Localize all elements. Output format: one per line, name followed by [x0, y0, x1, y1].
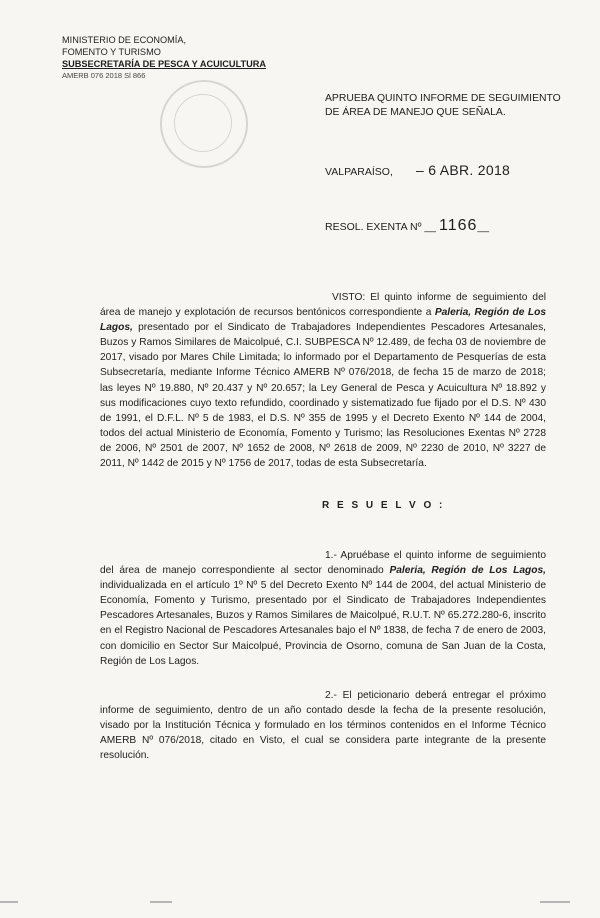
place: VALPARAÍSO, — [325, 166, 393, 178]
resolution-number: 1166 — [439, 217, 478, 234]
visto-lead: VISTO: El quinto informe de seguimiento del área de manejo y explotación de recursos bentónicos correspondiente a — [100, 292, 546, 319]
visto-rest: presentado por el Sindicato de Trabajadores Independientes Pescadores Artesanales, Buzos y Ramos Similares de Maicolpué, C.I. SUBPESCA Nº 12.489, de fecha 03 de noviembre de 2017, visado por Mares Chile Limitada; lo informado por el Departamento de Pesquerías de esta Subsecretaría, mediante Informe Técnico AMERB Nº 076/2018, de fecha 15 de marzo de 2018; las leyes Nº 19.880, Nº 20.437 y Nº 20.657; la Ley General de Pesca y Acuicultura Nº 18.892 y sus modificaciones cuyo texto refundido, coordinado y sistematizado fue fijado por el D.S. Nº 430 de 1991, el D.F.L. Nº 5 de 1983, el D.S. Nº 355 de 1995 y el Decreto Exento Nº 144 de 2004, todos del actual Ministerio de Economía, Fomento y Turismo; las Resoluciones Exentas Nº 2728 de 2006, Nº 2501 de 2007, Nº 1652 de 2008, Nº 2618 de 2009, Nº 2230 de 2010, Nº 3227 de 2011, Nº 1442 de 2015 y Nº 1756 de 2017, todas de esta Subsecretaría. — [100, 322, 546, 470]
scan-edge-marks — [0, 895, 600, 915]
visto-sector: Paleria, Región de Los Lagos, — [100, 307, 546, 334]
p1-rest: individualizada en el artículo 1º Nº 5 del Decreto Exento Nº 144 de 2004, del actual Ministerio de Economía, Fomento y Turismo, presentado por el Sindicato de Trabajadores Independientes Pescadores Artesanales, Buzos y Ramos Similares de Maicolpué, R.U.T. Nº 65.272.280-6, inscrito en el Registro Nacional de Pescadores Artesanales bajo el Nº 1838, de fecha 7 de enero de 2003, con domicilio en Sector Sur Maicolpué, Provincia de Osorno, comuna de San Juan de la Costa, Región de Los Lagos. — [100, 580, 546, 667]
resolution-title: APRUEBA QUINTO INFORME DE SEGUIMIENTO DE ÁREA DE MANEJO QUE SEÑALA. — [325, 93, 561, 118]
ministry-line-2: FOMENTO Y TURISMO — [62, 47, 161, 57]
resolution-label: RESOL. EXENTA Nº — [325, 221, 422, 233]
ministry-line-1: MINISTERIO DE ECONOMÍA, — [62, 35, 187, 45]
reference-code: AMERB 076 2018 Sl 866 — [62, 71, 146, 80]
resolution-number-line: RESOL. EXENTA Nº __ 1166__ — [325, 217, 490, 234]
resuelvo-heading: R E S U E L V O : — [322, 500, 445, 511]
faded-seal-stamp — [160, 80, 248, 168]
letterhead — [62, 34, 267, 82]
visto-paragraph — [100, 290, 546, 471]
date-stamp: – 6 ABR. 2018 — [415, 162, 511, 178]
resolution-article-1 — [100, 548, 546, 669]
p1-sector: Paleria, Región de Los Lagos, — [389, 565, 546, 577]
dateline — [325, 162, 510, 178]
resolution-article-2: 2.- El peticionario deberá entregar el próximo informe de seguimiento, dentro de un año contado desde la fecha de la presente resolución, visado por la Institución Técnica y formulado en los términos contenidos en el Informe Técnico AMERB Nº 076/2018, citado en Visto, el cual se considera parte integrante de la presente resolución. — [100, 690, 546, 762]
subsecretaria-line: SUBSECRETARÍA DE PESCA Y ACUICULTURA — [62, 59, 267, 69]
p1-lead: 1.- Apruébase el quinto informe de seguimiento del área de manejo correspondiente al sector denominado — [100, 550, 546, 577]
date-text: 6 ABR. 2018 — [428, 162, 511, 178]
